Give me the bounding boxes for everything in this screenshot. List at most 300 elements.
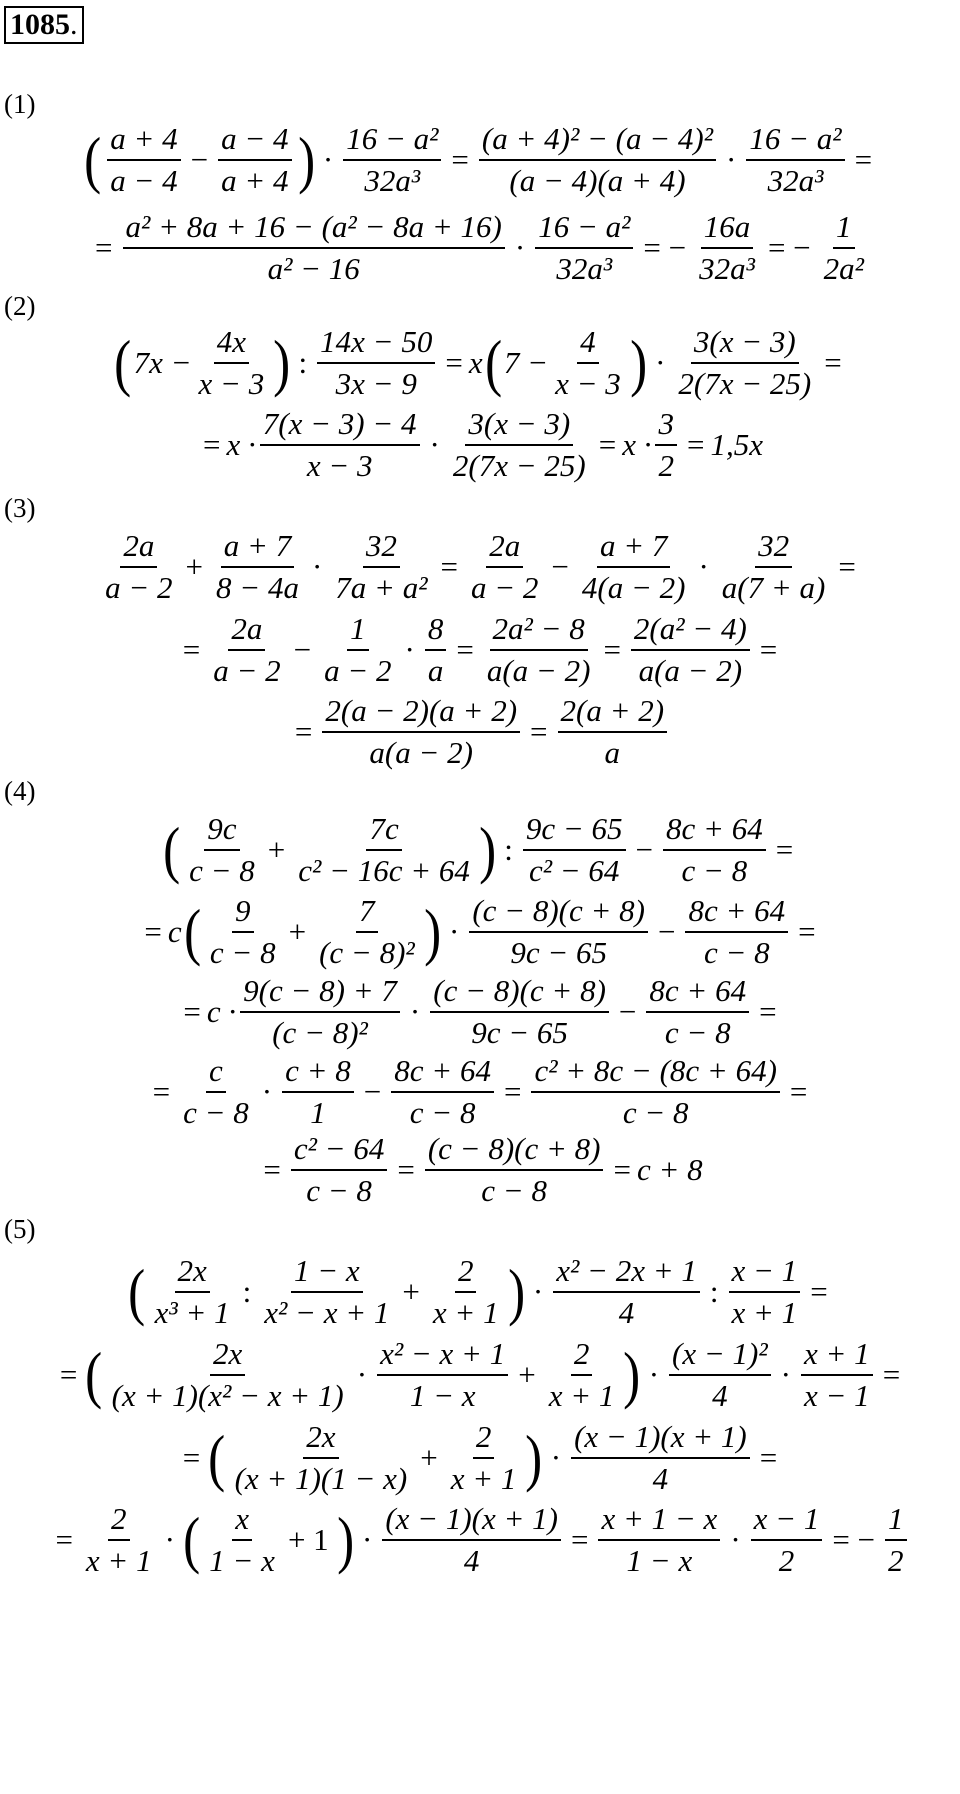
fraction <box>343 121 441 199</box>
denominator: c − 8 <box>189 853 255 888</box>
operator: + <box>185 549 204 584</box>
operator: = <box>613 1152 631 1187</box>
denominator: a(7 + a) <box>721 570 826 605</box>
numerator: 3(x − 3) <box>691 324 799 364</box>
fraction <box>821 209 867 287</box>
denominator: a + 4 <box>221 163 289 198</box>
numerator: 8c + 64 <box>646 973 749 1013</box>
denominator: a(a − 2) <box>638 653 743 688</box>
numerator: 2(a + 2) <box>558 693 668 733</box>
operator: = <box>789 1074 808 1109</box>
fraction <box>746 121 844 199</box>
operator: = <box>294 714 313 749</box>
operator: · <box>532 1274 544 1309</box>
bracket: ) <box>297 124 315 196</box>
fraction <box>109 1336 347 1414</box>
denominator: x² − x + 1 <box>264 1295 390 1330</box>
fraction <box>531 1053 779 1131</box>
numerator: a − 4 <box>218 121 291 161</box>
operator: · <box>550 1440 562 1475</box>
numerator: 2 <box>571 1336 593 1376</box>
denominator: a − 2 <box>324 653 392 688</box>
denominator: x + 1 <box>548 1378 615 1413</box>
denominator: 9c − 65 <box>510 935 608 970</box>
equation-line <box>0 120 960 200</box>
denominator: 1 − x <box>626 1543 693 1578</box>
denominator: a <box>604 735 621 770</box>
fraction <box>719 528 829 606</box>
fraction <box>261 1253 392 1331</box>
part-label: (4) <box>4 776 36 806</box>
operator: = <box>686 427 705 462</box>
operator: − <box>363 1074 382 1109</box>
fraction <box>321 611 394 689</box>
bracket: ( <box>208 1422 226 1494</box>
fraction <box>696 209 758 287</box>
fraction <box>631 611 750 689</box>
numerator: x² − x + 1 <box>377 1336 508 1376</box>
fraction <box>430 1253 502 1331</box>
numerator: 2 <box>473 1419 495 1459</box>
equation-line <box>0 892 960 972</box>
math-term: 7x − <box>133 345 192 380</box>
fraction <box>295 811 473 889</box>
problem-number-text: 1085 <box>10 8 70 41</box>
numerator: 2x <box>303 1419 338 1459</box>
equation-line <box>0 610 960 690</box>
fraction <box>801 1336 873 1414</box>
numerator: 2a <box>228 611 265 651</box>
fraction <box>210 611 283 689</box>
operator: · <box>429 427 440 462</box>
numerator: 8c + 64 <box>391 1053 494 1093</box>
operator: − <box>551 549 569 584</box>
numerator: a² + 8a + 16 − (a² − 8a + 16) <box>123 209 505 249</box>
fraction <box>469 893 648 971</box>
denominator: x − 3 <box>306 448 373 483</box>
denominator: x³ + 1 <box>154 1295 230 1330</box>
numerator: x − 1 <box>729 1253 801 1293</box>
denominator: 4(a − 2) <box>581 570 686 605</box>
equation-line <box>0 1335 960 1415</box>
equation-line <box>0 1130 960 1210</box>
numerator: 2a <box>120 528 157 568</box>
operator: = <box>397 1152 415 1187</box>
operator: · <box>698 549 709 584</box>
bracket: ( <box>183 1504 201 1576</box>
operator: : <box>298 345 308 380</box>
numerator: 8c + 64 <box>663 811 766 851</box>
numerator: 7c <box>366 811 401 851</box>
fraction <box>83 1501 155 1579</box>
fraction <box>646 973 749 1051</box>
denominator: 1 − x <box>209 1543 275 1578</box>
numerator: a + 7 <box>221 528 294 568</box>
fraction <box>186 811 258 889</box>
numerator: 9 <box>232 893 254 933</box>
operator: · <box>404 632 415 667</box>
fraction <box>729 1253 801 1331</box>
denominator: a − 2 <box>470 570 539 605</box>
denominator: 8 − 4a <box>216 570 299 605</box>
operator: = <box>182 632 201 667</box>
operator: · <box>356 1357 368 1392</box>
denominator: 32a³ <box>364 163 421 198</box>
operator: − <box>190 142 209 177</box>
operator: · <box>164 1522 175 1557</box>
denominator: c² − 64 <box>528 853 620 888</box>
operator: = <box>182 1440 201 1475</box>
fraction <box>468 528 541 606</box>
part-label: (2) <box>4 291 36 321</box>
numerator: (c − 8)(c + 8) <box>425 1131 604 1171</box>
operator: = <box>263 1152 281 1187</box>
numerator: (a + 4)² − (a − 4)² <box>479 121 716 161</box>
fraction <box>663 811 766 889</box>
numerator: 1 <box>347 611 369 651</box>
fraction <box>885 1501 907 1579</box>
operator: = <box>183 994 201 1029</box>
denominator: (a − 4)(a + 4) <box>509 163 686 198</box>
operator: − <box>635 832 654 867</box>
operator: − <box>658 914 676 949</box>
fraction <box>377 1336 508 1414</box>
part-label: (3) <box>4 493 36 523</box>
denominator: a − 4 <box>110 163 178 198</box>
equation-line <box>0 323 960 403</box>
operator: · <box>361 1522 373 1557</box>
problem-number-dot: . <box>70 8 78 41</box>
numerator: 9c <box>204 811 239 851</box>
fraction <box>425 1131 604 1209</box>
fraction <box>123 209 505 287</box>
operator: − <box>618 994 637 1029</box>
denominator: c − 8 <box>306 1173 372 1208</box>
denominator: 4 <box>712 1378 728 1413</box>
fraction <box>579 528 689 606</box>
operator: = − <box>767 230 811 265</box>
equation-line <box>0 810 960 890</box>
fraction <box>685 893 788 971</box>
numerator: 1 <box>885 1501 907 1541</box>
denominator: c − 8 <box>703 935 770 970</box>
denominator: 4 <box>463 1543 480 1578</box>
operator: · <box>780 1357 791 1392</box>
denominator: (c − 8)² <box>272 1015 368 1050</box>
denominator: c − 8 <box>481 1173 547 1208</box>
fraction <box>213 528 302 606</box>
numerator: x² − 2x + 1 <box>553 1253 700 1293</box>
math-term: x <box>468 345 483 380</box>
equation-line <box>0 208 960 288</box>
operator: = <box>144 914 162 949</box>
numerator: a + 7 <box>597 528 670 568</box>
denominator: (x + 1)(1 − x) <box>234 1461 408 1496</box>
math-term: c <box>167 914 182 949</box>
bracket: ( <box>84 124 102 196</box>
operator: = <box>798 914 816 949</box>
operator: · <box>322 142 334 177</box>
fraction <box>598 1501 720 1579</box>
denominator: 7a + a² <box>335 570 428 605</box>
fraction <box>391 1053 494 1131</box>
denominator: c − 8 <box>183 1095 249 1130</box>
operator: + <box>288 914 307 949</box>
numerator: 32 <box>755 528 792 568</box>
fraction <box>751 1501 823 1579</box>
fraction <box>207 893 279 971</box>
equation-line <box>0 692 960 772</box>
operator: = <box>810 1274 828 1309</box>
numerator: 3 <box>655 406 677 446</box>
numerator: 2x <box>175 1253 210 1293</box>
denominator: 32a³ <box>699 251 755 286</box>
numerator: 1 − x <box>291 1253 363 1293</box>
math-term: x · <box>226 427 256 462</box>
fraction <box>523 811 626 889</box>
operator: = <box>838 549 856 584</box>
operator: + <box>518 1357 536 1392</box>
math-term: 7 − <box>503 345 549 380</box>
math-term: x · <box>622 427 652 462</box>
operator: + <box>420 1440 438 1475</box>
operator: = <box>570 1522 589 1557</box>
numerator: 1 <box>833 209 855 249</box>
bracket: ( <box>183 896 201 968</box>
operator: = <box>152 1074 171 1109</box>
operator: + <box>267 832 286 867</box>
operator: : <box>709 1274 719 1309</box>
denominator: x + 1 <box>450 1461 517 1496</box>
operator: · <box>449 914 460 949</box>
numerator: x <box>232 1501 252 1541</box>
denominator: a − 2 <box>213 653 281 688</box>
fraction <box>430 973 609 1051</box>
bracket: ( <box>162 814 180 886</box>
operator: = <box>503 1074 522 1109</box>
operator: − <box>293 632 312 667</box>
bracket: ( <box>484 327 502 399</box>
fraction <box>282 1053 354 1131</box>
operator: = <box>882 1357 901 1392</box>
numerator: x − 1 <box>751 1501 823 1541</box>
operator: = <box>530 714 548 749</box>
operator: = <box>451 142 469 177</box>
fraction <box>675 324 814 402</box>
operator: = <box>775 832 794 867</box>
numerator: 2a² − 8 <box>490 611 588 651</box>
fraction <box>546 1336 618 1414</box>
numerator: 9c − 65 <box>523 811 626 851</box>
fraction <box>448 1419 520 1497</box>
denominator: 3x − 9 <box>335 366 417 401</box>
operator: = <box>759 1440 778 1475</box>
numerator: 16 − a² <box>746 121 844 161</box>
operator: · <box>648 1357 660 1392</box>
problem-number <box>4 6 84 44</box>
denominator: x − 3 <box>555 366 621 401</box>
bracket: ( <box>85 1339 103 1411</box>
numerator: 2(a² − 4) <box>631 611 750 651</box>
numerator: (x − 1)(x + 1) <box>382 1501 561 1541</box>
operator: = <box>456 632 474 667</box>
numerator: 9(c − 8) + 7 <box>240 973 400 1013</box>
denominator: a(a − 2) <box>369 735 473 770</box>
equation-line <box>0 972 960 1052</box>
fraction <box>535 209 633 287</box>
operator: : <box>242 1274 252 1309</box>
bracket: ) <box>336 1504 354 1576</box>
numerator: 8 <box>425 611 447 651</box>
fraction <box>655 406 677 484</box>
denominator: 2 <box>658 448 674 483</box>
denominator: 2 <box>888 1543 904 1578</box>
denominator: a <box>427 653 444 688</box>
numerator: 2 <box>108 1501 130 1541</box>
bracket: ( <box>128 1256 146 1328</box>
fraction <box>196 324 268 402</box>
operator: = <box>445 345 463 380</box>
operator: = <box>603 632 621 667</box>
part-label: (1) <box>4 89 36 119</box>
fraction <box>152 1253 233 1331</box>
math-term: 1,5x <box>710 427 763 462</box>
numerator: 7(x − 3) − 4 <box>260 406 420 446</box>
fraction <box>479 121 716 199</box>
operator: = <box>59 1357 78 1392</box>
operator: · <box>311 549 323 584</box>
denominator: c − 8 <box>209 935 276 970</box>
denominator: x + 1 <box>85 1543 152 1578</box>
operator: = <box>55 1522 73 1557</box>
denominator: a² − 16 <box>267 251 360 286</box>
fraction <box>552 324 624 402</box>
bracket: ) <box>525 1422 543 1494</box>
fraction <box>206 1501 278 1579</box>
numerator: (x − 1)(x + 1) <box>571 1419 750 1459</box>
numerator: 2a <box>486 528 523 568</box>
numerator: 2(a − 2)(a + 2) <box>322 693 520 733</box>
numerator: 16 − a² <box>343 121 441 161</box>
denominator: (c − 8)² <box>319 935 415 970</box>
operator: = <box>759 632 778 667</box>
operator: · <box>409 994 421 1029</box>
fraction <box>240 973 400 1051</box>
numerator: 2 <box>455 1253 477 1293</box>
denominator: 32a³ <box>767 163 824 198</box>
equation-line <box>0 1500 960 1580</box>
numerator: 14x − 50 <box>317 324 435 364</box>
bracket: ) <box>273 327 291 399</box>
bracket: ) <box>479 814 497 886</box>
operator: = <box>824 345 842 380</box>
denominator: 2 <box>778 1543 795 1578</box>
fraction <box>553 1253 700 1331</box>
operator: = <box>203 427 221 462</box>
denominator: 2a² <box>823 251 864 286</box>
bracket: ) <box>623 1339 641 1411</box>
operator: · <box>726 142 737 177</box>
denominator: a(a − 2) <box>486 653 591 688</box>
operator: = <box>440 549 458 584</box>
operator: · <box>655 345 666 380</box>
denominator: x − 1 <box>804 1378 870 1413</box>
denominator: 2(7x − 25) <box>452 448 586 483</box>
numerator: c² − 64 <box>291 1131 387 1171</box>
fraction <box>260 406 420 484</box>
numerator: x + 1 <box>801 1336 873 1376</box>
operator: = − <box>643 230 687 265</box>
denominator: 32a³ <box>556 251 613 286</box>
fraction <box>232 1419 411 1497</box>
fraction <box>322 693 520 771</box>
operator: = <box>95 230 113 265</box>
denominator: 1 − x <box>409 1378 476 1413</box>
fraction <box>484 611 594 689</box>
denominator: c − 8 <box>622 1095 689 1130</box>
numerator: (c − 8)(c + 8) <box>430 973 609 1013</box>
fraction <box>558 693 668 771</box>
denominator: (x + 1)(x² − x + 1) <box>111 1378 344 1413</box>
equation-line <box>0 1052 960 1132</box>
numerator: 32 <box>363 528 400 568</box>
equation-line <box>0 1252 960 1332</box>
fraction <box>316 893 418 971</box>
numerator: 3(x − 3) <box>465 406 573 446</box>
denominator: 4 <box>618 1295 635 1330</box>
equation-line <box>0 527 960 607</box>
bracket: ) <box>629 327 647 399</box>
operator: · <box>261 1074 273 1109</box>
denominator: c − 8 <box>664 1015 731 1050</box>
numerator: 4x <box>214 324 249 364</box>
numerator: 16 − a² <box>535 209 633 249</box>
fraction <box>180 1053 252 1131</box>
numerator: 8c + 64 <box>685 893 788 933</box>
fraction <box>332 528 430 606</box>
denominator: x + 1 <box>731 1295 798 1330</box>
operator: = <box>759 994 777 1029</box>
operator: + 1 <box>287 1522 329 1557</box>
numerator: 7 <box>356 893 378 933</box>
numerator: c <box>206 1053 226 1093</box>
bracket: ) <box>507 1256 525 1328</box>
equation-line <box>0 1418 960 1498</box>
fraction <box>425 611 447 689</box>
numerator: (c − 8)(c + 8) <box>469 893 648 933</box>
denominator: c² − 16c + 64 <box>298 853 470 888</box>
equation-line <box>0 405 960 485</box>
denominator: a − 2 <box>105 570 173 605</box>
operator: = <box>598 427 617 462</box>
fraction <box>107 121 180 199</box>
numerator: a + 4 <box>107 121 180 161</box>
fraction <box>102 528 175 606</box>
operator: · <box>514 230 526 265</box>
operator: + <box>402 1274 420 1309</box>
numerator: 16a <box>701 209 754 249</box>
operator: = − <box>832 1522 876 1557</box>
part-label: (5) <box>4 1214 36 1244</box>
bracket: ) <box>423 896 441 968</box>
numerator: c + 8 <box>282 1053 354 1093</box>
denominator: 4 <box>652 1461 669 1496</box>
fraction <box>317 324 435 402</box>
fraction <box>450 406 589 484</box>
fraction <box>669 1336 771 1414</box>
operator: = <box>854 142 873 177</box>
math-term: c · <box>206 994 237 1029</box>
